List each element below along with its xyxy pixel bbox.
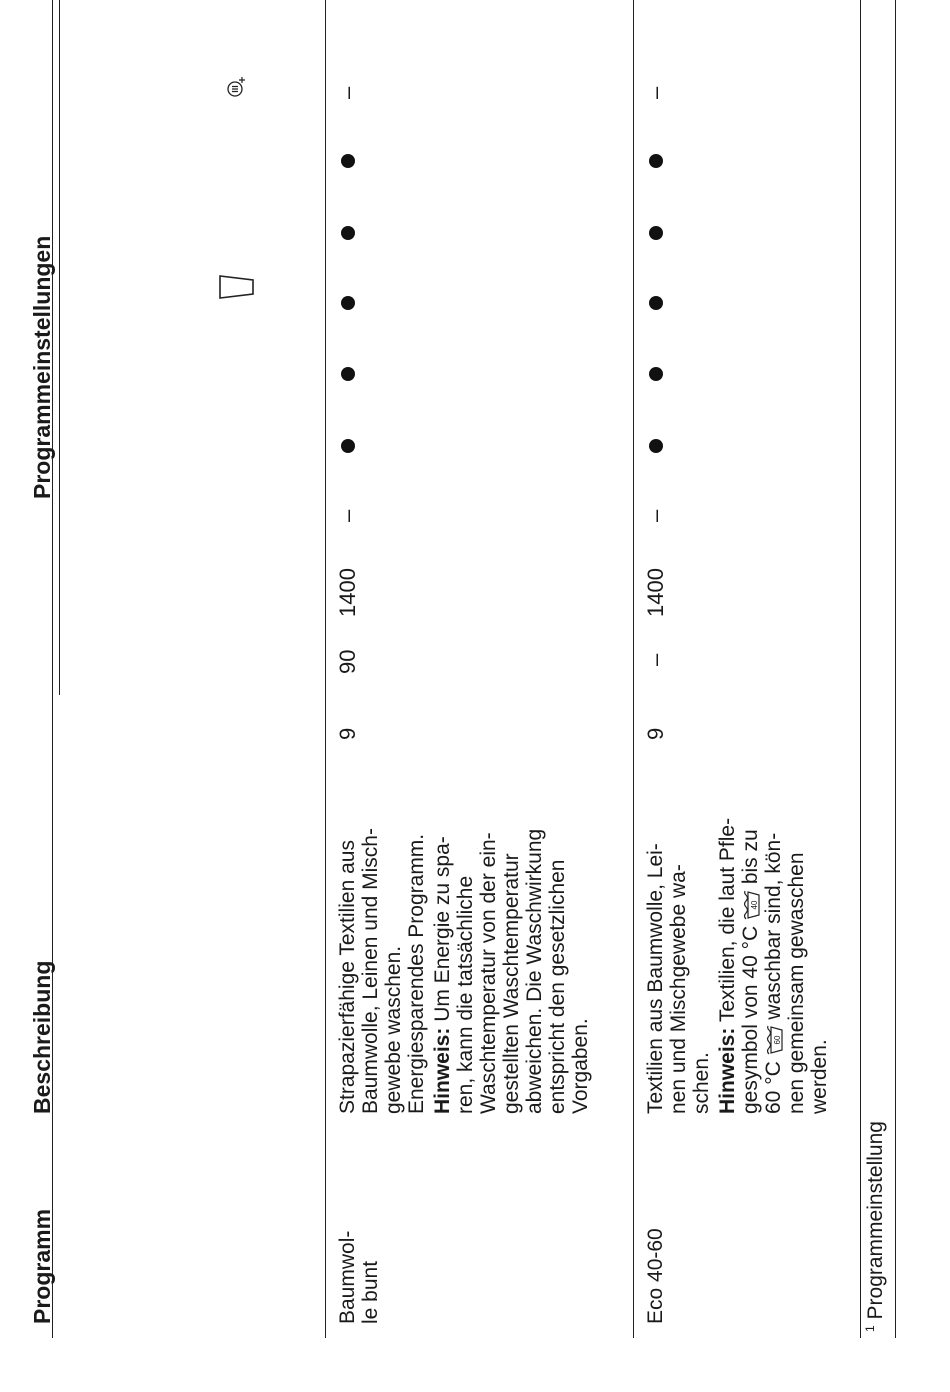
row1-dot-2: [341, 367, 355, 381]
row2-hinweis-label: Hinweis:: [716, 1027, 739, 1114]
rule-row-1: [325, 0, 326, 1338]
footnote-mark: 1: [863, 1325, 877, 1332]
header-beschreibung: Beschreibung: [29, 960, 55, 1114]
row2-hinweis-line2b: bis zu: [739, 829, 762, 890]
row2-desc-line2: nen und Mischgewebe wa-: [667, 864, 690, 1114]
row2-hinweis-text1: Textilien, die laut Pfle-: [716, 817, 739, 1028]
footnote: [863, 1121, 888, 1332]
row1-max-temp: 90: [335, 649, 360, 674]
row2-dot-2: [649, 367, 663, 381]
row2-hinweis-line2a: gesymbol von 40 °C: [739, 920, 762, 1114]
row1-desc-line2: Baumwolle, Leinen und Misch-: [359, 828, 382, 1114]
wash-tub-40-label: 40: [750, 900, 760, 910]
row1-hinweis-line4: gestellten Waschtemperatur: [500, 853, 523, 1114]
row2-max-temp: –: [643, 653, 668, 666]
row1-hinweis-first-line: [431, 828, 454, 1114]
row1-dot-4: [341, 226, 355, 240]
wash-tub-60-label: 60: [773, 1035, 783, 1045]
footnote-text: Programmeinstellung: [864, 1121, 887, 1320]
rule-header-underline: [59, 0, 60, 695]
rule-bottom: [895, 0, 896, 1338]
wash-tub-60-icon: [765, 1025, 783, 1055]
rule-top: [52, 0, 53, 1338]
row2-setting-1: –: [643, 509, 668, 522]
row2-dot-1: [649, 439, 663, 453]
row2-max-spin: 1400: [643, 568, 668, 617]
row2-hinweis-line4: nen gemeinsam gewaschen: [785, 852, 808, 1114]
row2-setting-last: –: [643, 86, 668, 99]
row1-load: 9: [335, 727, 360, 740]
row1-hinweis-line7: Vorgaben.: [569, 1018, 592, 1114]
row1-programm-line1: Baumwol-: [336, 1230, 359, 1324]
row1-hinweis-line3: Waschtemperatur von der ein-: [477, 832, 500, 1114]
row1-hinweis-text1: Um Energie zu spa-: [431, 836, 454, 1028]
row2-dot-5: [649, 154, 663, 168]
row2-programm: Eco 40-60: [644, 1228, 667, 1324]
row2-hinweis-line5: werden.: [808, 1039, 831, 1114]
row1-hinweis-line2: ren, kann die tatsächliche: [454, 875, 477, 1114]
row2-hinweis-line2: [739, 818, 762, 1114]
row1-desc-line3: gewebe waschen.: [382, 945, 405, 1114]
row1-dot-3: [341, 296, 355, 310]
row1-hinweis: [431, 828, 592, 1114]
header-programm: Programm: [29, 1208, 55, 1324]
row1-max-spin: 1400: [335, 568, 360, 617]
row1-dot-5: [341, 154, 355, 168]
row2-load: 9: [643, 727, 668, 740]
row1-hinweis-line6: entspricht den gesetzlichen: [546, 859, 569, 1114]
row1-dot-1: [341, 439, 355, 453]
header-programmeinstellungen: Programmeinstellungen: [29, 235, 55, 499]
row2-hinweis-line3b: waschbar sind, kön-: [762, 832, 785, 1026]
row1-description: [336, 828, 592, 1114]
row1-hinweis-label: Hinweis:: [431, 1027, 454, 1114]
row2-desc-line1: Textilien aus Baumwolle, Lei-: [644, 843, 667, 1114]
row2-desc-line3: schen.: [690, 1052, 713, 1114]
row2-dot-4: [649, 226, 663, 240]
row2-hinweis-line3: [762, 818, 785, 1114]
row1-hinweis-line5: abweichen. Die Waschwirkung: [523, 828, 546, 1114]
row2-description: [644, 818, 831, 1114]
row2-hinweis: [716, 818, 831, 1114]
rule-row-2: [633, 0, 634, 1338]
row1-desc-line4: Energiesparendes Programm.: [405, 833, 428, 1114]
row1-setting-last: –: [335, 86, 360, 99]
row1-setting-1: –: [335, 509, 360, 522]
row2-hinweis-first-line: [716, 818, 739, 1114]
tub-icon: [218, 272, 256, 302]
row1-programm: [336, 1231, 382, 1324]
wash-tub-40-icon: [742, 890, 760, 920]
row1-programm-line2: le bunt: [359, 1260, 382, 1324]
row2-hinweis-line3a: 60 °C: [762, 1055, 785, 1114]
rule-footnote: [860, 0, 861, 1338]
row2-dot-3: [649, 296, 663, 310]
drum-plus-icon: [224, 76, 246, 98]
row1-desc-line1: Strapazierfähige Textilien aus: [336, 840, 359, 1114]
